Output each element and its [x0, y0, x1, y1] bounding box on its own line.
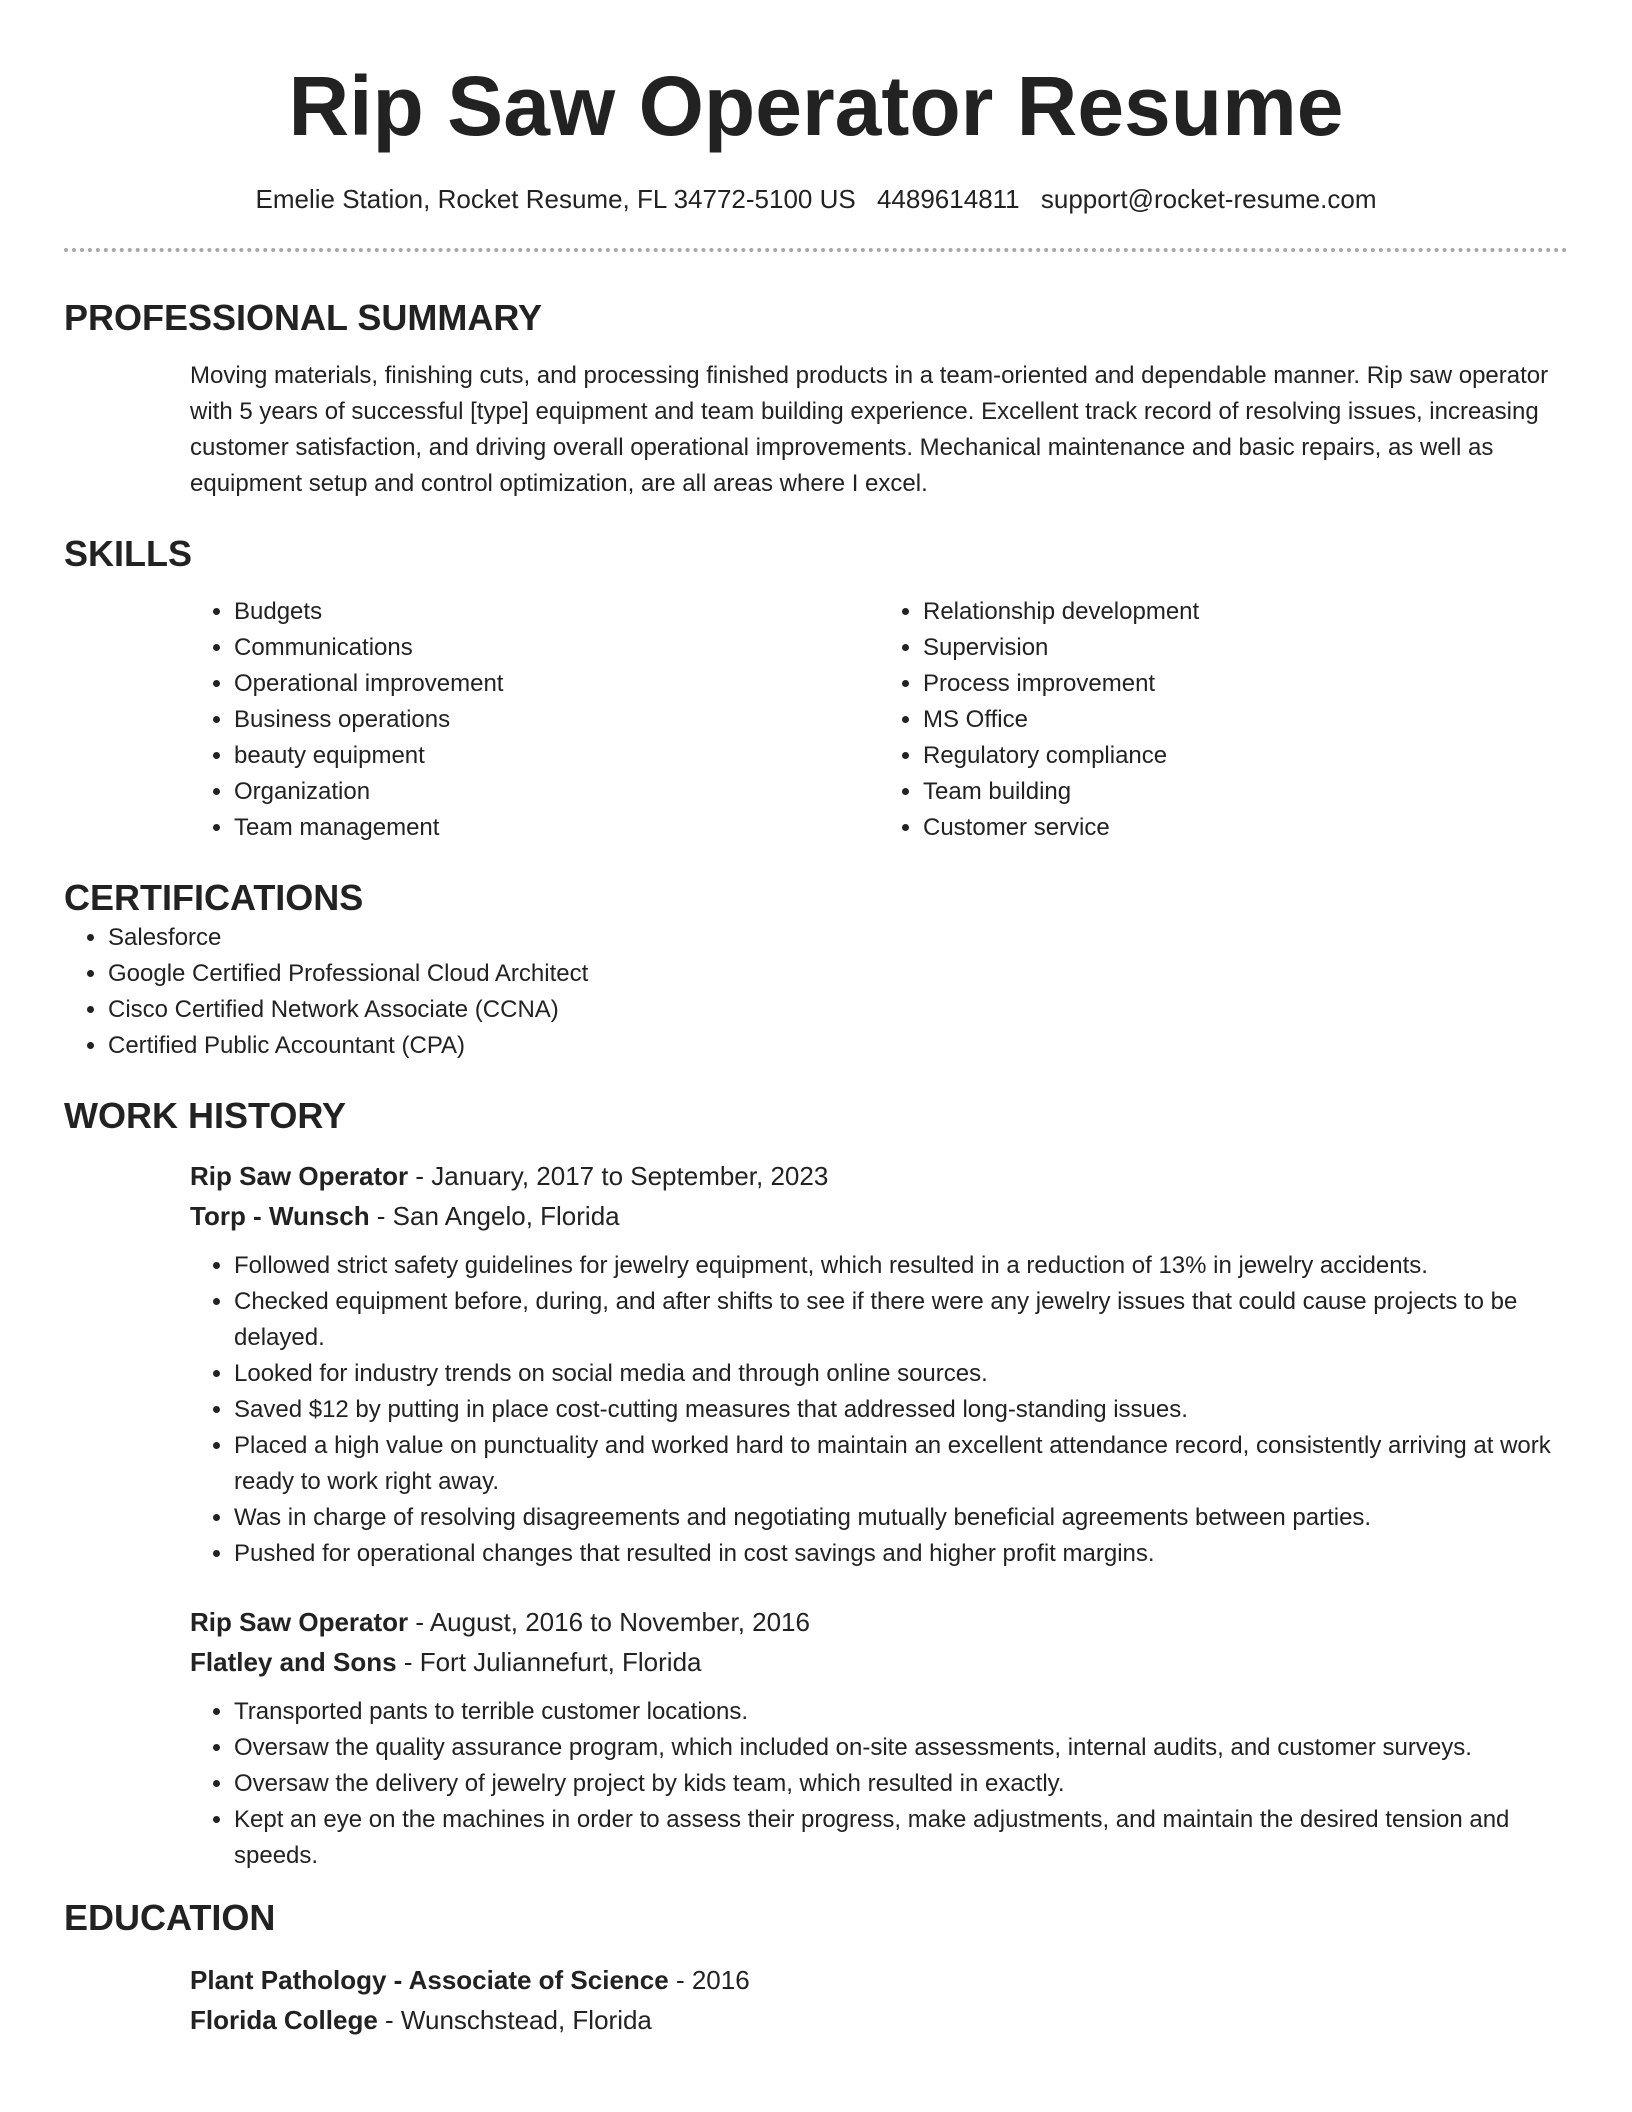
job-location: - San Angelo, Florida — [369, 1201, 620, 1231]
job-dates: - January, 2017 to September, 2023 — [408, 1161, 829, 1191]
certification-item: • Cisco Certified Network Associate (CCNA) — [108, 992, 1568, 1028]
section-title-summary: PROFESSIONAL SUMMARY — [64, 297, 543, 338]
job-bullet: • Followed strict safety guidelines for jewelry equipment, which resulted in a reduction of 13% in jewelry accidents. — [234, 1248, 1568, 1284]
education-entry — [190, 1960, 1568, 2040]
job-company: Torp - Wunsch — [190, 1201, 370, 1231]
skill-item: • Organization — [234, 774, 879, 810]
section-title-work-history: WORK HISTORY — [64, 1095, 347, 1136]
job-company-line — [190, 1642, 1568, 1682]
resume-title: Rip Saw Operator Resume — [288, 59, 1344, 153]
skill-item: • beauty equipment — [234, 738, 879, 774]
contact-phone: 4489614811 — [876, 184, 1020, 214]
education-school: Florida College — [190, 2005, 378, 2035]
job-location: - Fort Juliannefurt, Florida — [396, 1647, 702, 1677]
skill-item: • Budgets — [234, 594, 879, 630]
job-entry — [190, 1156, 1568, 1572]
job-dates: - August, 2016 to November, 2016 — [408, 1607, 810, 1637]
job-title-line — [190, 1156, 1568, 1196]
job-role: Rip Saw Operator — [190, 1607, 409, 1637]
job-bullet: • Checked equipment before, during, and after shifts to see if there were any jewelry issues that could cause projects to be delayed. — [234, 1284, 1568, 1356]
certification-item: • Salesforce — [108, 920, 1568, 956]
job-bullet: • Pushed for operational changes that resulted in cost savings and higher profit margins. — [234, 1536, 1568, 1572]
skill-item: • Communications — [234, 630, 879, 666]
education-year: - 2016 — [668, 1965, 750, 1995]
skill-item: • Team management — [234, 810, 879, 846]
certification-item: • Certified Public Accountant (CPA) — [108, 1028, 1568, 1064]
skill-item: • Operational improvement — [234, 666, 879, 702]
skill-item: • Customer service — [923, 810, 1568, 846]
job-bullet: • Transported pants to terrible customer locations. — [234, 1694, 1568, 1730]
section-title-skills: SKILLS — [64, 533, 193, 574]
skill-item: • Process improvement — [923, 666, 1568, 702]
job-company-line — [190, 1196, 1568, 1236]
job-bullet: • Oversaw the quality assurance program, which included on-site assessments, internal audits, and customer surveys. — [234, 1730, 1568, 1766]
skills-columns — [190, 594, 1568, 846]
summary-text: Moving materials, finishing cuts, and processing finished products in a team-oriented and dependable manner. Rip saw operator with 5 years of successful [type] equipment and team building experience. Excellent track record of resolving issues, increasing customer satisfaction, and driving overall operational improvements. Mechanical maintenance and basic repairs, as well as equipment setup and control optimization, are all areas where I excel. — [190, 362, 1549, 497]
job-entry — [190, 1602, 1568, 1874]
job-title-line — [190, 1602, 1568, 1642]
job-bullet: • Placed a high value on punctuality and worked hard to maintain an excellent attendance record, consistently arriving at work ready to work right away. — [234, 1428, 1568, 1500]
skills-list-right — [879, 594, 1568, 846]
education-school-line — [190, 2000, 1568, 2040]
job-role: Rip Saw Operator — [190, 1161, 409, 1191]
certifications-list — [64, 920, 1568, 1064]
job-company: Flatley and Sons — [190, 1647, 397, 1677]
contact-email[interactable]: support@rocket-resume.com — [1040, 184, 1377, 214]
skill-item: • Team building — [923, 774, 1568, 810]
certification-item: • Google Certified Professional Cloud Architect — [108, 956, 1568, 992]
contact-address: Emelie Station, Rocket Resume, FL 34772-5100 US — [255, 184, 856, 214]
education-degree-line — [190, 1960, 1568, 2000]
job-bullets — [190, 1694, 1568, 1874]
education-degree: Plant Pathology - Associate of Science — [190, 1965, 669, 1995]
skill-item: • Supervision — [923, 630, 1568, 666]
job-bullet: • Looked for industry trends on social media and through online sources. — [234, 1356, 1568, 1392]
contact-line — [64, 182, 1568, 216]
education-location: - Wunschstead, Florida — [377, 2005, 652, 2035]
skill-item: • MS Office — [923, 702, 1568, 738]
job-bullets — [190, 1248, 1568, 1572]
header-divider — [64, 248, 1568, 252]
section-title-certifications: CERTIFICATIONS — [64, 877, 364, 918]
job-bullet: • Saved $12 by putting in place cost-cutting measures that addressed long-standing issues. — [234, 1392, 1568, 1428]
skill-item: • Business operations — [234, 702, 879, 738]
job-bullet: • Oversaw the delivery of jewelry project by kids team, which resulted in exactly. — [234, 1766, 1568, 1802]
job-bullet: • Kept an eye on the machines in order to assess their progress, make adjustments, and maintain the desired tension and speeds. — [234, 1802, 1568, 1874]
job-bullet: • Was in charge of resolving disagreements and negotiating mutually beneficial agreements between parties. — [234, 1500, 1568, 1536]
section-title-education: EDUCATION — [64, 1897, 276, 1938]
skills-list-left — [190, 594, 879, 846]
skill-item: • Regulatory compliance — [923, 738, 1568, 774]
skill-item: • Relationship development — [923, 594, 1568, 630]
